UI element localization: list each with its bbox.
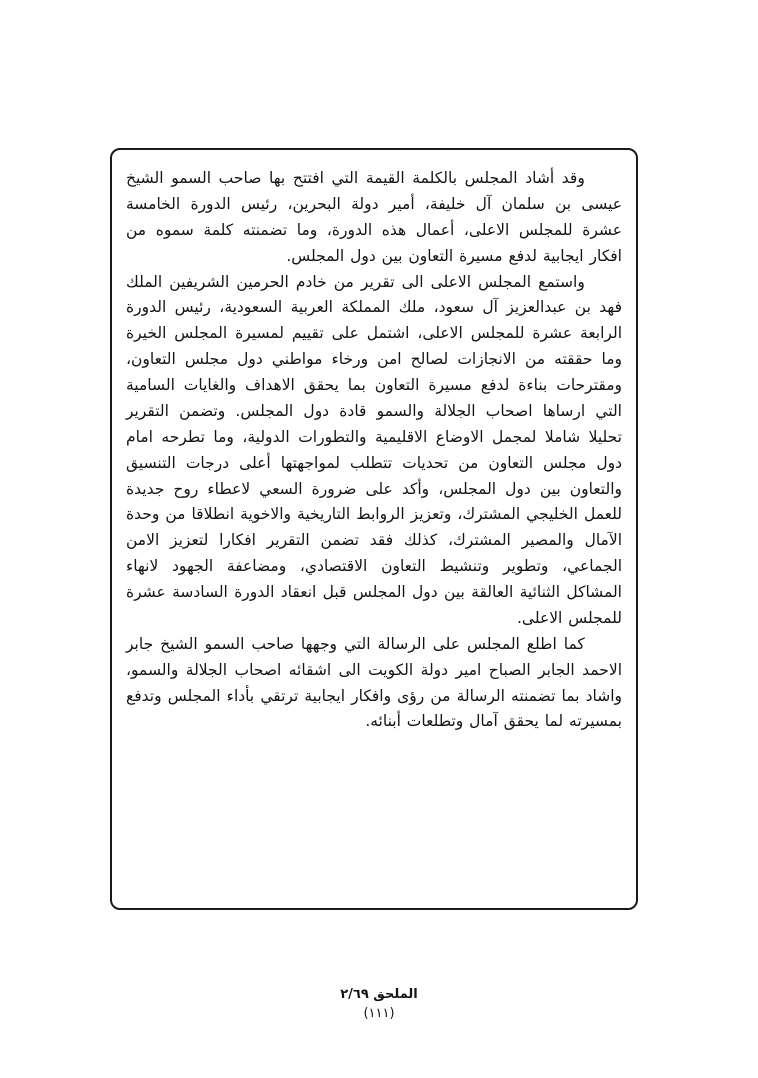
body-text (126, 166, 622, 735)
page-number: (١١١) (363, 1006, 395, 1022)
page-footer (0, 986, 758, 1024)
paragraph-3: كما اطلع المجلس على الرسالة التي وجهها صاحب السمو الشيخ جابر الاحمد الجابر الصباح امير دولة الكويت الى اشقائه اصحاب الجلالة والسمو، واشاد بما تضمنته الرسالة من رؤى وافكار ايجابية ترتقي بأداء المجلس وتدفع بمسيرته لما يحقق آمال وتطلعات أبنائه. (126, 634, 622, 731)
attachment-label: الملحق ٢/٦٩ (340, 987, 418, 1002)
paragraph-2: واستمع المجلس الاعلى الى تقرير من خادم الحرمين الشريفين الملك فهد بن عبدالعزيز آل سعود، ملك المملكة العربية السعودية، رئيس الدورة الرابعة عشرة للمجلس الاعلى، اشتمل على تقييم لمسيرة المجلس الخيرة وما حققته من الانجازات لصالح امن ورخاء مواطني دول مجلس التعاون، ومقترحات بناءة لدفع مسيرة التعاون بما يحقق الاهداف والغايات السامية التي ارساها اصحاب الجلالة والسمو قادة دول المجلس. وتضمن التقرير تحليلا شاملا لمجمل الاوضاع الاقليمية والتطورات الدولية، وما تطرحه امام دول مجلس التعاون من تحديات تتطلب لمواجهتها أعلى درجات التنسيق والتعاون بين دول المجلس، وأكد على ضرورة السعي لاعطاء روح جديدة للعمل الخليجي المشترك، وتعزيز الروابط التاريخية والاخوية انطلاقا من وحدة الآمال والمصير المشترك، كذلك فقد تضمن التقرير افكارا لتعزيز الامن الجماعي، وتطوير وتنشيط التعاون الاقتصادي، ومضاعفة الجهود لانهاء المشاكل الثنائية العالقة بين دول المجلس قبل انعقاد الدورة السادسة عشرة للمجلس الاعلى. (126, 272, 622, 627)
text-frame-border (110, 148, 638, 910)
paragraph-1: وقد أشاد المجلس بالكلمة القيمة التي افتتح بها صاحب السمو الشيخ عيسى بن سلمان آل خليفة، أمير دولة البحرين، رئيس الدورة الخامسة عشرة للمجلس الاعلى، أعمال هذه الدورة، وما تضمنته كلمة سموه من افكار ايجابية لدفع مسيرة التعاون بين دول المجلس. (126, 169, 622, 265)
